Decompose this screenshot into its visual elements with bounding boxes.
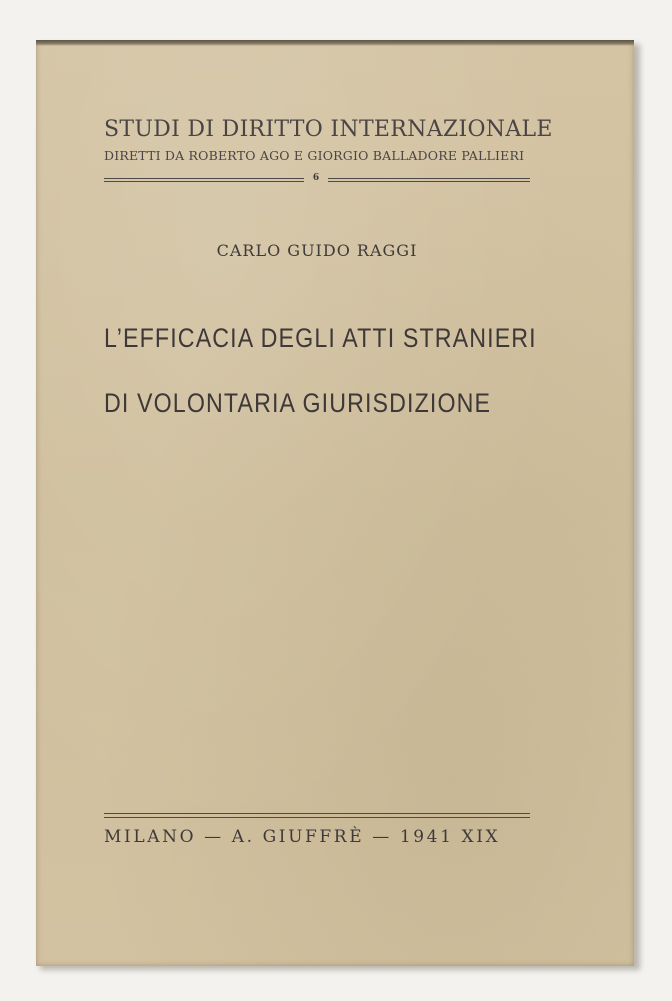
book-cover <box>36 40 634 966</box>
series-rule-left <box>104 178 304 182</box>
author-name: CARLO GUIDO RAGGI <box>216 241 418 260</box>
series-rule-right <box>328 178 530 182</box>
book-title-line-2: DI VOLONTARIA GIURISDIZIONE <box>104 388 492 418</box>
series-rule <box>104 174 530 186</box>
cover-top-edge <box>36 40 634 46</box>
imprint-rule <box>104 813 530 818</box>
publisher-imprint: MILANO — A. GIUFFRÈ — 1941 XIX <box>104 827 501 847</box>
series-title: STUDI DI DIRITTO INTERNAZIONALE <box>104 117 553 142</box>
book-title-line-1: L’EFFICACIA DEGLI ATTI STRANIERI <box>104 323 537 353</box>
series-editors: DIRETTI DA ROBERTO AGO E GIORGIO BALLADORE PALLIERI <box>104 148 525 163</box>
volume-number: 6 <box>312 173 320 183</box>
